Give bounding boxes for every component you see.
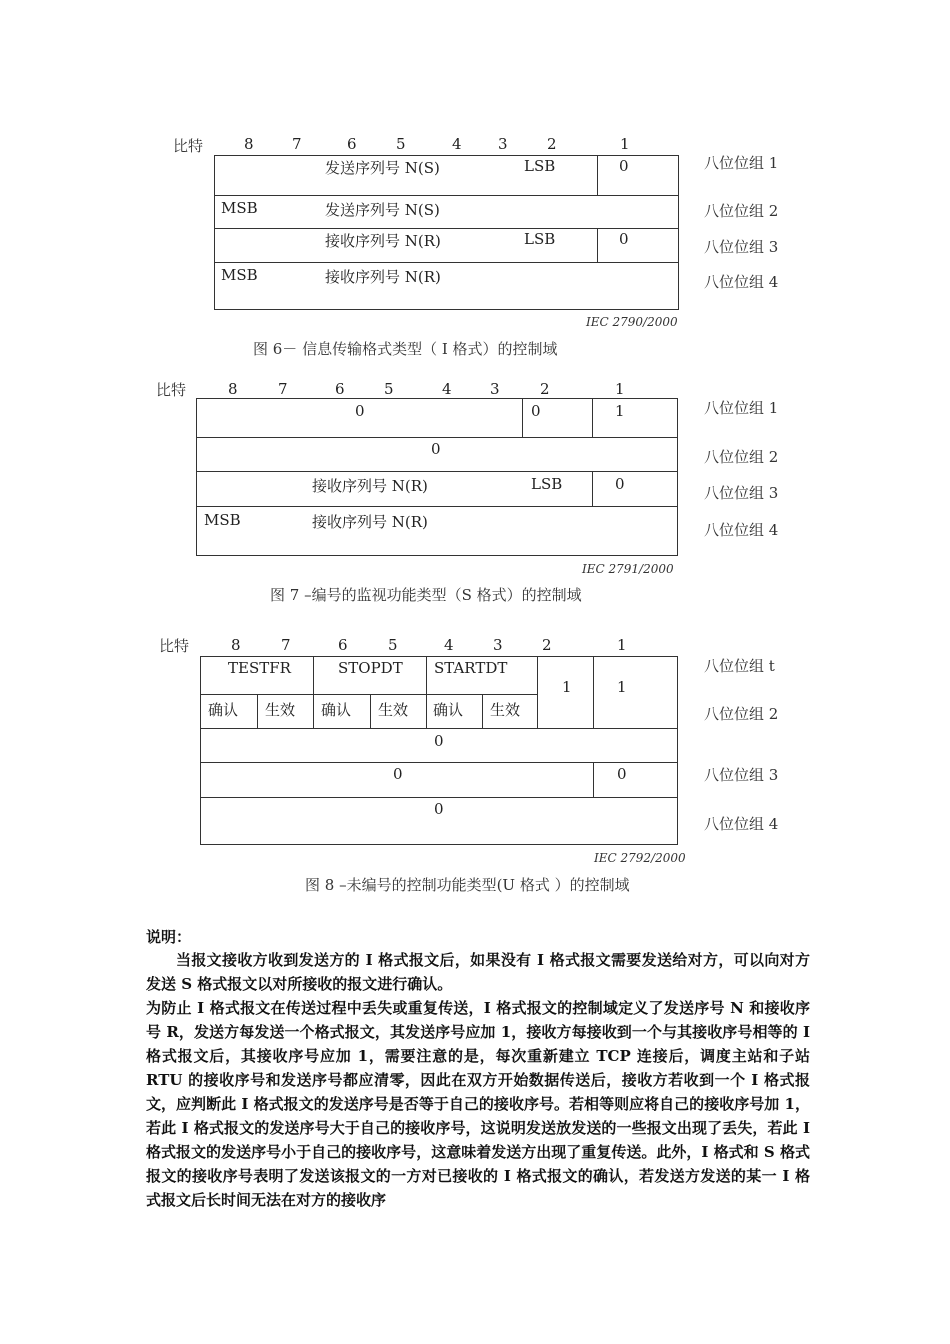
notes-title: 说明： [146,928,192,946]
row-divider [196,437,678,438]
stopdt-label: STOPDT [338,659,403,677]
bits-label: 比特 [156,381,187,399]
bit-7: 7 [281,636,291,654]
bit-1: 1 [617,636,627,654]
bit1-value: 0 [619,230,629,248]
send-seq-field: 发送序列号 N(S) [325,159,440,177]
zero-value: 0 [431,440,441,458]
row-divider [200,694,537,695]
bit-7: 7 [292,135,302,153]
bit-8: 8 [231,636,241,654]
bit1-value: 1 [617,678,627,696]
col-divider [592,471,593,506]
octet-label: 八位位组 4 [704,273,779,291]
bit-7: 7 [278,380,288,398]
bit-4: 4 [452,135,462,153]
col-divider [537,656,538,728]
bit2-value: 0 [531,402,541,420]
zero-value: 0 [355,402,365,420]
lsb-label: LSB [524,157,556,175]
figure-caption: 图 7 –编号的监视功能类型（S 格式）的控制域 [270,586,582,604]
row-divider [200,762,678,763]
row-divider [214,228,679,229]
bit-2: 2 [540,380,550,398]
send-seq-field: 发送序列号 N(S) [325,201,440,219]
bit-2: 2 [547,135,557,153]
bit-2: 2 [542,636,552,654]
lsb-label: LSB [524,230,556,248]
bit-5: 5 [388,636,398,654]
row-divider [214,195,679,196]
zero-value: 0 [434,800,444,818]
bit2-value: 1 [562,678,572,696]
col-divider [593,656,594,728]
bit-4: 4 [442,380,452,398]
bit1-value: 1 [615,402,625,420]
msb-label: MSB [221,266,258,284]
lsb-label: LSB [531,475,563,493]
col-divider [370,694,371,728]
confirm-label: 确认 [208,701,239,719]
col-divider [597,228,598,262]
bit1-value: 0 [615,475,625,493]
iec-reference: IEC 2791/2000 [582,562,674,576]
row-divider [200,728,678,729]
col-divider [593,762,594,797]
bit-5: 5 [396,135,406,153]
row-divider [214,262,679,263]
bit-6: 6 [335,380,345,398]
row-divider [200,797,678,798]
octet-label: 八位位组 1 [704,154,779,172]
octet-label: 八位位组 1 [704,399,779,417]
bits-label: 比特 [173,137,204,155]
bit-5: 5 [384,380,394,398]
bit-6: 6 [338,636,348,654]
octet-label: 八位位组 3 [704,238,779,256]
bit-3: 3 [498,135,508,153]
activate-label: 生效 [378,701,409,719]
bit-3: 3 [490,380,500,398]
testfr-label: TESTFR [228,659,291,677]
octet-label: 八位位组 3 [704,766,779,784]
col-divider [257,694,258,728]
control-field-table [196,398,678,556]
zero-value: 0 [393,765,403,783]
bit-8: 8 [244,135,254,153]
octet-label: 八位位组 t [704,657,775,675]
bit-8: 8 [228,380,238,398]
bit-6: 6 [347,135,357,153]
col-divider [522,398,523,437]
bit-1: 1 [620,135,630,153]
control-field-table [214,155,679,310]
row-divider [196,471,678,472]
bit-1: 1 [615,380,625,398]
octet-label: 八位位组 2 [704,705,779,723]
col-divider [592,398,593,437]
activate-label: 生效 [265,701,296,719]
octet-label: 八位位组 4 [704,815,779,833]
figure-caption: 图 6－ 信息传输格式类型（ I 格式）的控制域 [253,340,558,358]
startdt-label: STARTDT [434,659,508,677]
bit-4: 4 [444,636,454,654]
confirm-label: 确认 [321,701,352,719]
msb-label: MSB [204,511,241,529]
recv-seq-field: 接收序列号 N(R) [325,268,441,286]
recv-seq-field: 接收序列号 N(R) [325,232,441,250]
recv-seq-field: 接收序列号 N(R) [312,477,428,495]
octet-label: 八位位组 2 [704,448,779,466]
octet-label: 八位位组 3 [704,484,779,502]
col-divider [313,656,314,728]
octet-label: 八位位组 4 [704,521,779,539]
figure-caption: 图 8 –未编号的控制功能类型(U 格式 ）的控制域 [305,876,630,894]
notes-paragraph: 为防止 I 格式报文在传送过程中丢失或重复传送，I 格式报文的控制域定义了发送序号 N 和接收序号 R，发送方每发送一个格式报文，其发送序号应加 1，接收方每接收到一个与其接收序号相等的 I 格式报文后，其接收序号应加 1，需要注意的是，每次重新建立 TCP 连接后，调度主站和子站 RTU 的接收序号和发送序号都应清零，因此在双方开始数据传送后，接收方若收到一个 I 格式报文，应判断此 I 格式报文的发送序号是否等于自己的接收序号。若相等则应将自己的接收序号加 1，若此 I 格式报文的发送序号大于自己的接收序号，这说明发送放发送的一些报文出现了丢失，若此 I 格式报文的发送序号小于自己的接收序号，这意味着发送方出现了重复传送。此外，I 格式和 S 格式报文的接收序号表明了发送该报文的一方对已接收的 I 格式报文的确认，若发送方发送的某一 I 格式报文后长时间无法在对方的接收序 [146,999,810,1209]
recv-seq-field: 接收序列号 N(R) [312,513,428,531]
octet-label: 八位位组 2 [704,202,779,220]
col-divider [426,656,427,728]
bits-label: 比特 [159,637,190,655]
iec-reference: IEC 2792/2000 [594,851,686,865]
col-divider [482,694,483,728]
row-divider [196,506,678,507]
bit1-value: 0 [619,157,629,175]
bit1-value: 0 [617,765,627,783]
msb-label: MSB [221,199,258,217]
bit-3: 3 [493,636,503,654]
notes-paragraph: 当报文接收方收到发送方的 I 格式报文后，如果没有 I 格式报文需要发送给对方，可以向对方发送 S 格式报文以对所接收的报文进行确认。 [146,951,810,993]
confirm-label: 确认 [433,701,464,719]
col-divider [597,155,598,195]
iec-reference: IEC 2790/2000 [586,315,678,329]
activate-label: 生效 [490,701,521,719]
zero-value: 0 [434,732,444,750]
